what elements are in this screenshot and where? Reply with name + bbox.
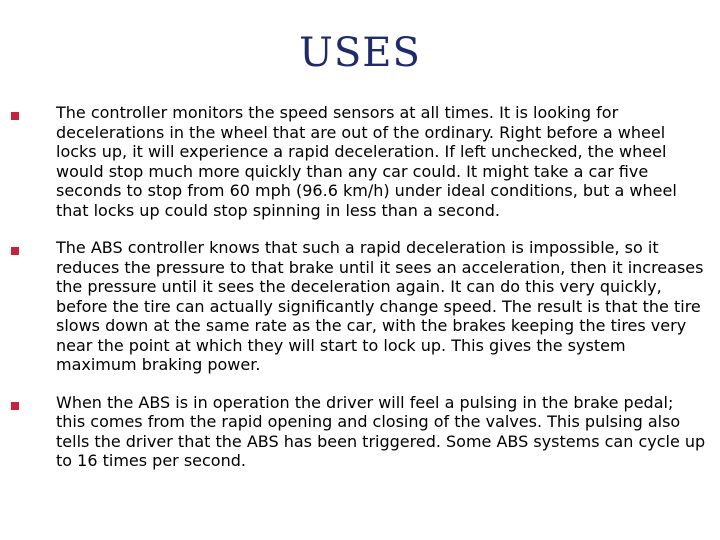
bullet-text: When the ABS is in operation the driver will feel a pulsing in the brake pedal; this comes from the rapid opening and closing of the valves. This pulsing also tells the driver that the ABS has been triggered. Some ABS systems can cycle up to 16 times per second. bbox=[56, 392, 706, 470]
bullet-item bbox=[0, 393, 720, 471]
slide-title: USES bbox=[299, 30, 421, 76]
square-bullet-icon bbox=[11, 112, 19, 120]
bullet-list bbox=[0, 103, 720, 489]
bullet-item bbox=[0, 103, 720, 220]
bullet-text: The controller monitors the speed sensors at all times. It is looking for decelerations in the wheel that are out of the ordinary. Right before a wheel locks up, it will experience a rapid deceleration. If left unchecked, the wheel would stop much more quickly than any car could. It might take a car five seconds to stop from 60 mph (96.6 km/h) under ideal conditions, but a wheel that locks up could stop spinning in less than a second. bbox=[56, 103, 677, 220]
square-bullet-icon bbox=[11, 247, 19, 255]
bullet-text: The ABS controller knows that such a rapid deceleration is impossible, so it reduces the pressure to that brake until it sees an acceleration, then it increases the pressure until it sees the deceleration again. It can do this very quickly, before the tire can actually significantly change speed. The result is that the tire slows down at the same rate as the car, with the brakes keeping the tires very near the point at which they will start to lock up. This gives the system maximum braking power. bbox=[56, 238, 704, 374]
square-bullet-icon bbox=[11, 402, 19, 410]
bullet-item bbox=[0, 238, 720, 375]
